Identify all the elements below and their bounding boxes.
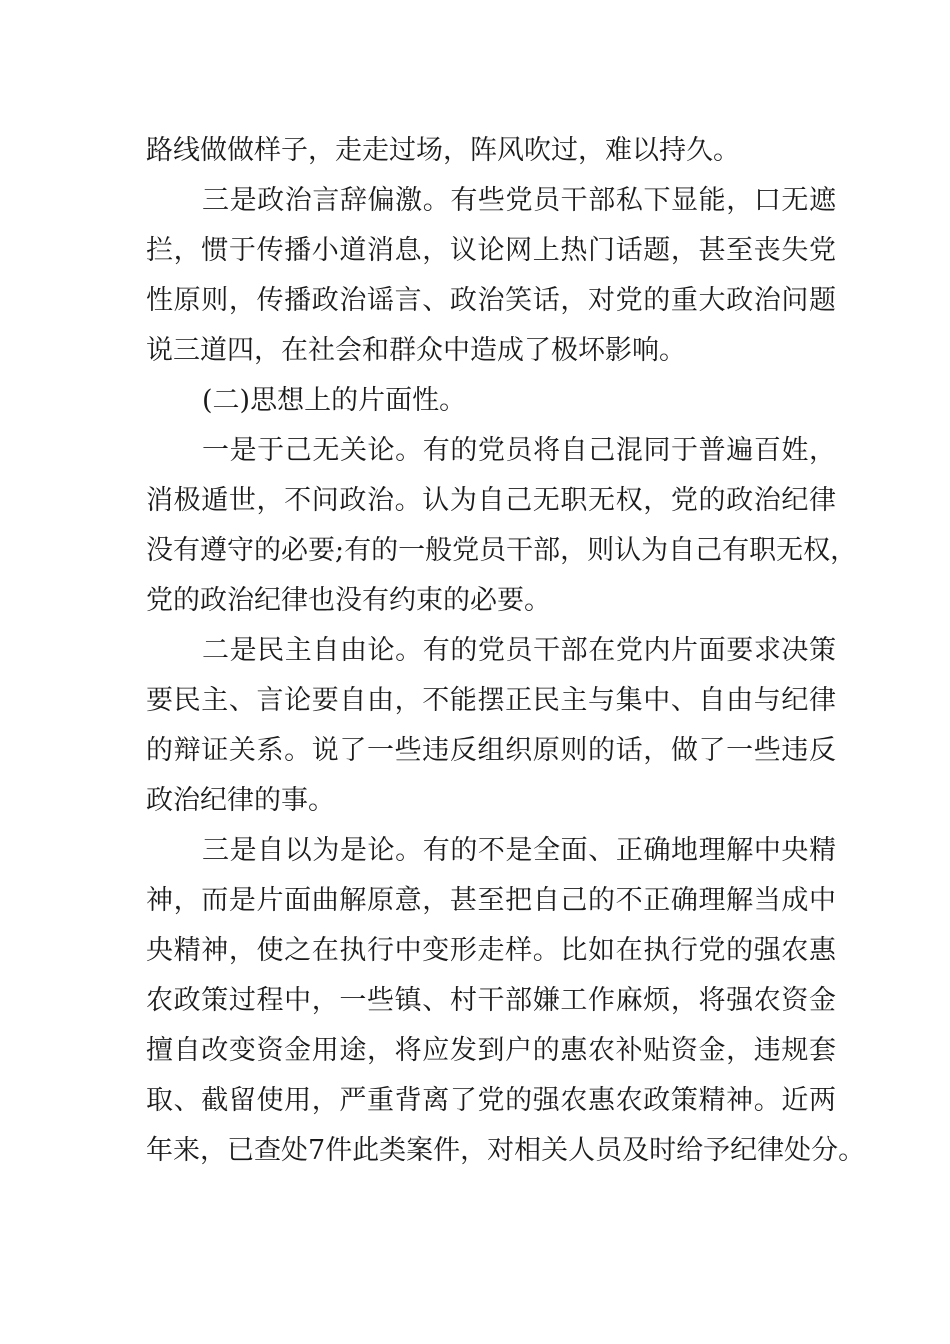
text-line: 性原则，传播政治谣言、政治笑话，对党的重大政治问题 bbox=[146, 285, 836, 316]
text-line: 农政策过程中，一些镇、村干部嫌工作麻烦，将强农资金 bbox=[146, 985, 836, 1016]
document-body bbox=[146, 126, 866, 1176]
text-line: 政治纪律的事。 bbox=[146, 785, 335, 816]
text-line: 要民主、言论要自由，不能摆正民主与集中、自由与纪律 bbox=[146, 685, 836, 716]
text-line: 神，而是片面曲解原意，甚至把自己的不正确理解当成中 bbox=[146, 885, 836, 916]
text-line: 没有遵守的必要;有的一般党员干部，则认为自己有职无权， bbox=[146, 535, 858, 566]
text-line: 取、截留使用，严重背离了党的强农惠农政策精神。近两 bbox=[146, 1085, 836, 1116]
text-line: 一是于己无关论。有的党员将自己混同于普遍百姓， bbox=[202, 435, 836, 466]
text-line: 擅自改变资金用途，将应发到户的惠农补贴资金，违规套 bbox=[146, 1035, 836, 1066]
text-line: 三是自以为是论。有的不是全面、正确地理解中央精 bbox=[202, 835, 836, 866]
text-line: 年来，已查处7件此类案件，对相关人员及时给予纪律处分。 bbox=[146, 1135, 866, 1166]
text-line: 二是民主自由论。有的党员干部在党内片面要求决策 bbox=[202, 635, 836, 666]
text-line: 党的政治纪律也没有约束的必要。 bbox=[146, 585, 551, 616]
text-line: 三是政治言辞偏激。有些党员干部私下显能，口无遮 bbox=[202, 185, 836, 216]
text-line: 路线做做样子，走走过场，阵风吹过，难以持久。 bbox=[146, 135, 740, 166]
text-line: 说三道四，在社会和群众中造成了极坏影响。 bbox=[146, 335, 686, 366]
text-line: 央精神，使之在执行中变形走样。比如在执行党的强农惠 bbox=[146, 935, 836, 966]
text-line: 消极遁世，不问政治。认为自己无职无权，党的政治纪律 bbox=[146, 485, 836, 516]
text-line: (二)思想上的片面性。 bbox=[202, 385, 467, 416]
text-line: 拦，惯于传播小道消息，议论网上热门话题，甚至丧失党 bbox=[146, 235, 836, 266]
text-line: 的辩证关系。说了一些违反组织原则的话，做了一些违反 bbox=[146, 735, 836, 766]
